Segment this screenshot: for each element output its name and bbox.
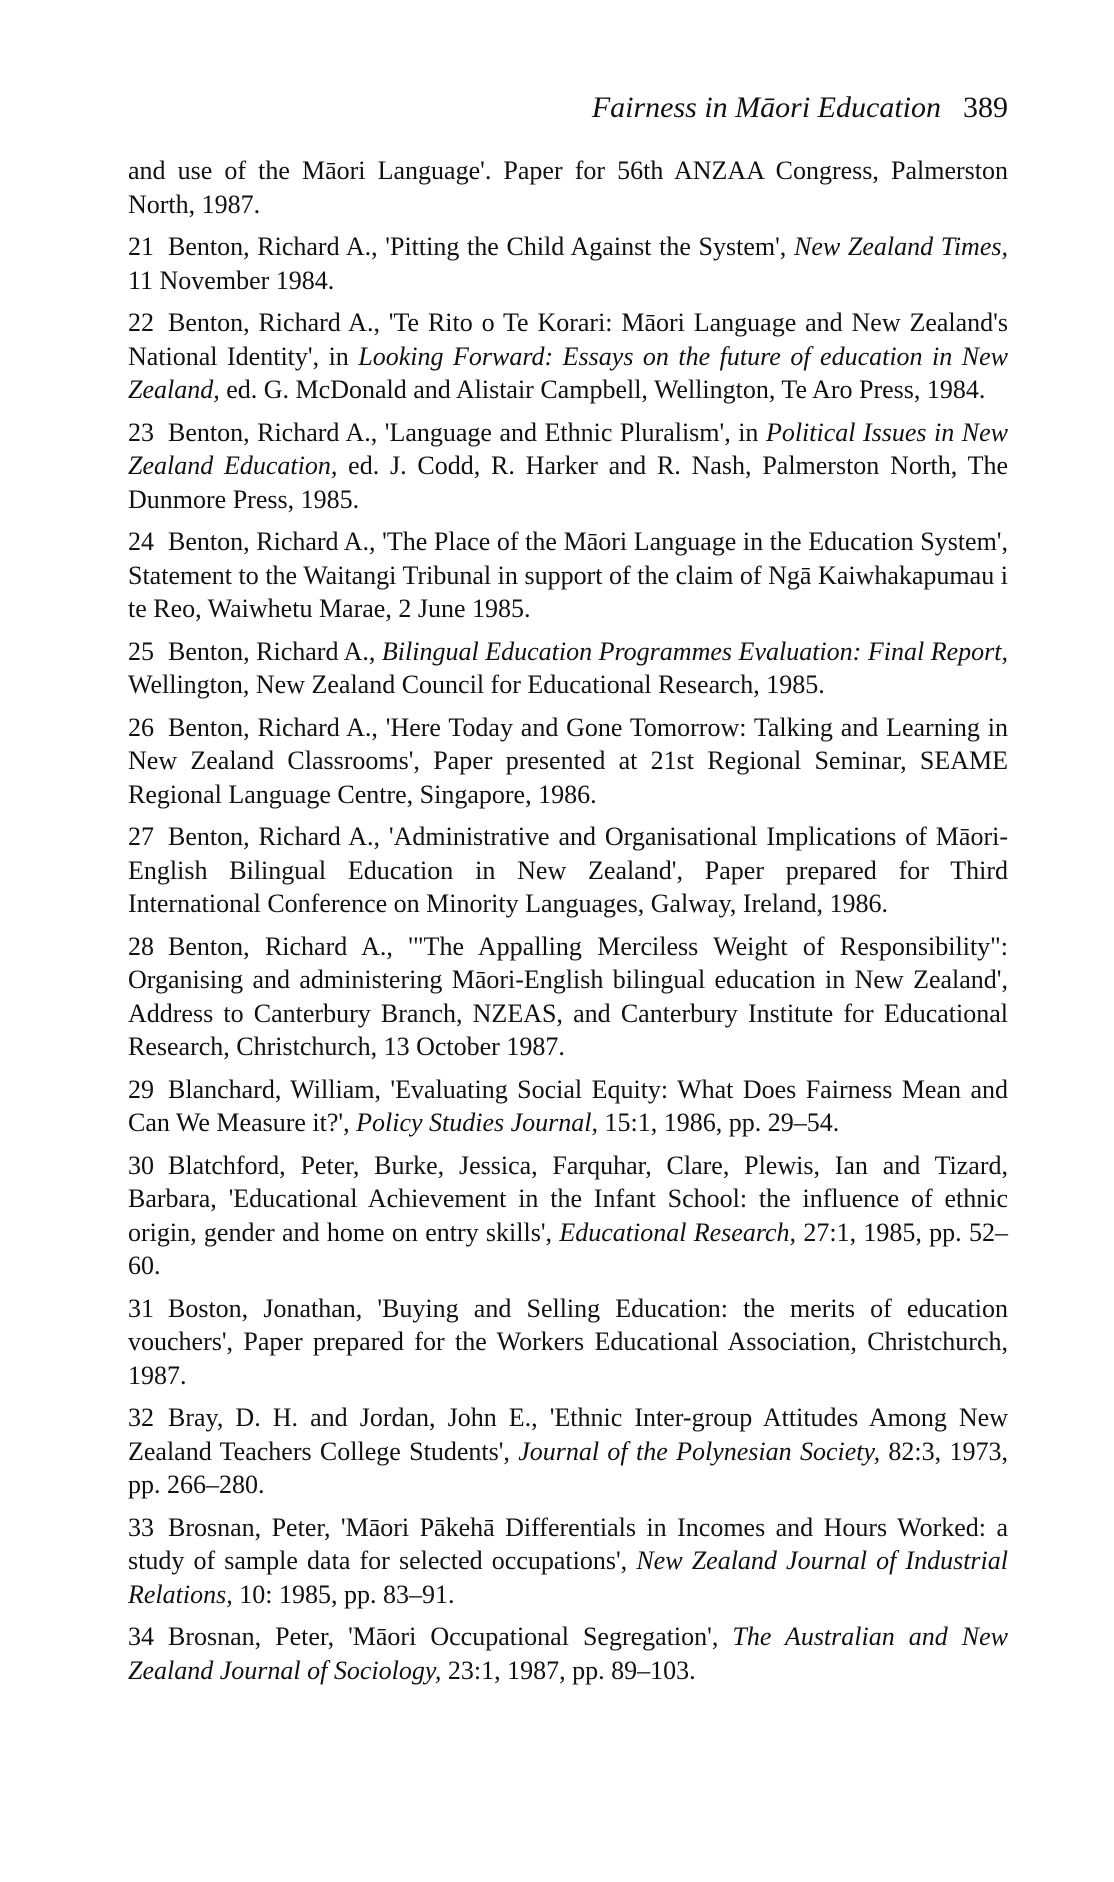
reference-source-title: Policy Studies Journal, <box>356 1108 599 1137</box>
reference-entry-32 <box>128 1401 1008 1502</box>
reference-text: and use of the Māori Language'. Paper for 56th ANZAA Congress, Palmerston North, 1987. <box>128 156 1008 219</box>
reference-text: 82:3, 1973, pp. 266–280. <box>128 1436 1008 1499</box>
reference-text: Blatchford, Peter, Burke, Jessica, Farquhar, Clare, Plewis, Ian and Tizard, Barbara, 'Educational Achievement in the Infant School: the influence of ethnic origin, gender and home on entry skills', <box>128 1150 1008 1247</box>
reference-number: 30 <box>128 1150 154 1180</box>
reference-text: Benton, Richard A., 'The Place of the Māori Language in the Education System', Statement to the Waitangi Tribunal in support of the claim of Ngā Kaiwhakapumau i te Reo, Waiwhetu Marae, 2 June 1985. <box>128 527 1008 623</box>
reference-source-title: Bilingual Education Programmes Evaluation: Final Report, <box>381 636 1008 666</box>
reference-entry-34 <box>128 1620 1008 1687</box>
reference-text: Boston, Jonathan, 'Buying and Selling Education: the merits of education vouchers', Paper prepared for the Workers Educational Association, Christchurch, 1987. <box>128 1293 1008 1390</box>
reference-entry-22 <box>128 306 1008 407</box>
reference-number: 25 <box>128 636 154 666</box>
reference-entry-21 <box>128 230 1008 297</box>
reference-text: 15:1, 1986, pp. 29–54. <box>598 1108 840 1137</box>
reference-number: 29 <box>128 1074 154 1104</box>
reference-number: 31 <box>128 1293 154 1323</box>
reference-source-title: The Australian and New Zealand Journal of Sociology, <box>128 1622 1008 1685</box>
reference-text: Benton, Richard A., 'Here Today and Gone Tomorrow: Talking and Learning in New Zealand Classrooms', Paper presented at 21st Regional Seminar, SEAME Regional Language Centre, Singapore, 1986. <box>128 712 1008 809</box>
reference-entry-23 <box>128 416 1008 517</box>
reference-text: ed. G. McDonald and Alistair Campbell, Wellington, Te Aro Press, 1984. <box>219 375 986 404</box>
reference-text: Wellington, New Zealand Council for Educational Research, 1985. <box>128 670 825 699</box>
reference-text: Benton, Richard A., 'Te Rito o Te Korari: Māori Language and New Zealand's National Identity', in <box>128 308 1008 371</box>
reference-entry-25 <box>128 635 1008 702</box>
reference-list <box>128 154 1008 1687</box>
reference-entry-continued <box>128 154 1008 221</box>
reference-entry-28 <box>128 930 1008 1064</box>
reference-text: Benton, Richard A., 'Administrative and Organisational Implications of Māori-English Bilingual Education in New Zealand', Paper prepared for Third International Conference on Minority Languages, Galway, Ireland, 1986. <box>128 822 1008 918</box>
reference-text: Blanchard, William, 'Evaluating Social Equity: What Does Fairness Mean and Can We Measure it?', <box>128 1074 1008 1137</box>
reference-number: 24 <box>128 527 154 556</box>
reference-text: 23:1, 1987, pp. 89–103. <box>441 1655 696 1685</box>
reference-text: Benton, Richard A., '"The Appalling Merciless Weight of Responsibility": Organising and administering Māori-English bilingual education in New Zealand', Address to Canterbury Branch, NZEAS, and Canterbury Institute for Educational Research, Christchurch, 13 October 1987. <box>128 931 1008 1061</box>
reference-number: 28 <box>128 931 154 961</box>
reference-text: Benton, Richard A., 'Pitting the Child Against the System', <box>168 232 794 261</box>
reference-entry-24 <box>128 525 1008 626</box>
reference-source-title: New Zealand Times, <box>793 232 1008 261</box>
reference-source-title: Political Issues in New Zealand Education, <box>128 417 1008 480</box>
reference-entry-33 <box>128 1511 1008 1612</box>
reference-entry-26 <box>128 711 1008 812</box>
reference-text: 10: 1985, pp. 83–91. <box>232 1579 455 1609</box>
reference-text: Bray, D. H. and Jordan, John E., 'Ethnic Inter-group Attitudes Among New Zealand Teachers College Students', <box>128 1403 1008 1466</box>
reference-source-title: Looking Forward: Essays on the future of education in New Zealand, <box>128 341 1008 404</box>
reference-source-title: Educational Research, <box>559 1217 797 1247</box>
running-header <box>128 88 1008 128</box>
reference-number: 26 <box>128 712 154 742</box>
reference-entry-30 <box>128 1149 1008 1283</box>
reference-text: ed. J. Codd, R. Harker and R. Nash, Palmerston North, The Dunmore Press, 1985. <box>128 451 1008 514</box>
reference-text: Benton, Richard A., <box>168 636 382 666</box>
page-number: 389 <box>963 91 1008 124</box>
reference-text: Brosnan, Peter, 'Māori Occupational Segregation', <box>168 1622 733 1651</box>
reference-entry-31 <box>128 1292 1008 1393</box>
reference-number: 21 <box>128 232 154 261</box>
reference-number: 22 <box>128 308 154 337</box>
reference-text: 27:1, 1985, pp. 52–60. <box>128 1217 1008 1280</box>
reference-entry-27 <box>128 820 1008 921</box>
book-page <box>128 88 1008 1696</box>
reference-source-title: New Zealand Journal of Industrial Relations, <box>128 1546 1008 1609</box>
reference-number: 32 <box>128 1403 154 1432</box>
reference-number: 23 <box>128 417 154 447</box>
reference-text: Benton, Richard A., 'Language and Ethnic Pluralism', in <box>168 417 766 447</box>
reference-text: 11 November 1984. <box>128 265 335 295</box>
reference-source-title: Journal of the Polynesian Society, <box>518 1436 881 1466</box>
running-title: Fairness in Māori Education <box>591 91 941 124</box>
reference-number: 34 <box>128 1622 154 1651</box>
reference-number: 27 <box>128 822 154 851</box>
reference-entry-29 <box>128 1073 1008 1140</box>
reference-number: 33 <box>128 1512 154 1542</box>
reference-text: Brosnan, Peter, 'Māori Pākehā Differentials in Incomes and Hours Worked: a study of sample data for selected occupations', <box>128 1512 1008 1575</box>
